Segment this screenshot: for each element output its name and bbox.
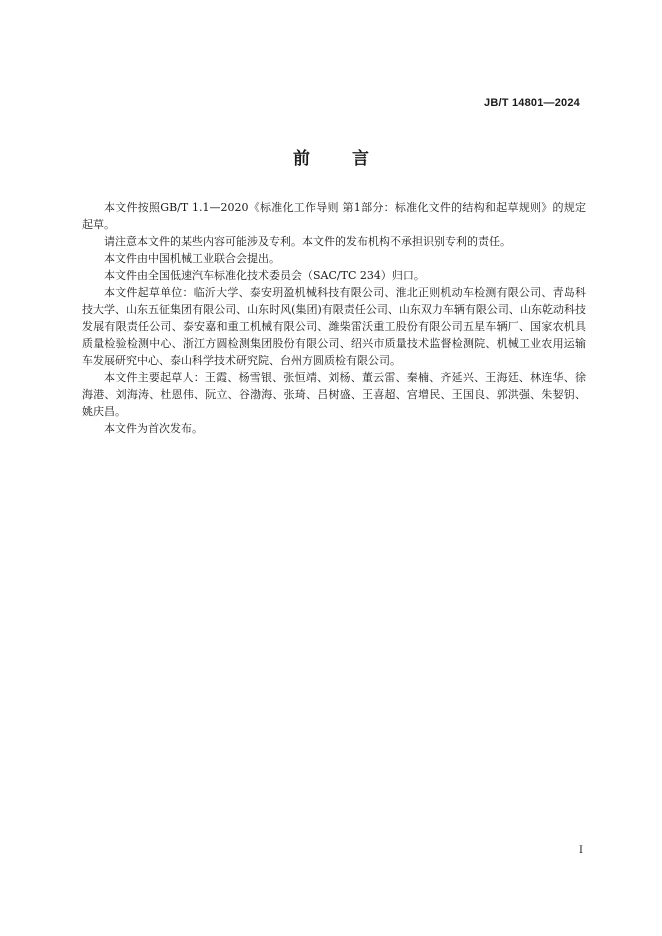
paragraph-proposer: 本文件由中国机械工业联合会提出。 <box>104 252 280 265</box>
document-code: JB/T 14801—2024 <box>484 97 580 109</box>
paragraph-drafters: 本文件主要起草人：王霞、杨雪银、张恒靖、刘杨、董云雷、秦楠、齐延兴、王海廷、林连华、徐海港、刘海涛、杜恩伟、阮立、谷渤海、张琦、吕树盛、王喜超、宫增民、王国良、郭洪强、朱㛃钥、姚庆昌。 <box>82 371 586 418</box>
page-title: 前 言 <box>293 149 387 169</box>
paragraph-first-release: 本文件为首次发布。 <box>104 422 203 435</box>
preface-body <box>82 199 586 437</box>
page-number: I <box>579 845 583 856</box>
paragraph-patent-notice: 请注意本文件的某些内容可能涉及专利。本文件的发布机构不承担识别专利的责任。 <box>104 235 511 248</box>
paragraph-drafting-units: 本文件起草单位：临沂大学、泰安玥盈机械科技有限公司、淮北正则机动车检测有限公司、青岛科技大学、山东五征集团有限公司、山东时风(集团)有限责任公司、山东双力车辆有限公司、山东乾动科技发展有限责任公司、泰安嘉和重工机械有限公司、潍柴雷沃重工股份有限公司五星车辆厂、国家农机具质量检验检测中心、浙江方圆检测集团股份有限公司、绍兴市质量技术监督检测院、机械工业农用运输车发展研究中心、泰山科学技术研究院、台州方圆质检有限公司。 <box>82 286 586 367</box>
paragraph-committee: 本文件由全国低速汽车标准化技术委员会（SAC/TC 234）归口。 <box>104 269 425 282</box>
paragraph-drafting-rules: 本文件按照GB/T 1.1—2020《标准化工作导则 第1部分：标准化文件的结构和起草规则》的规定起草。 <box>82 201 586 231</box>
